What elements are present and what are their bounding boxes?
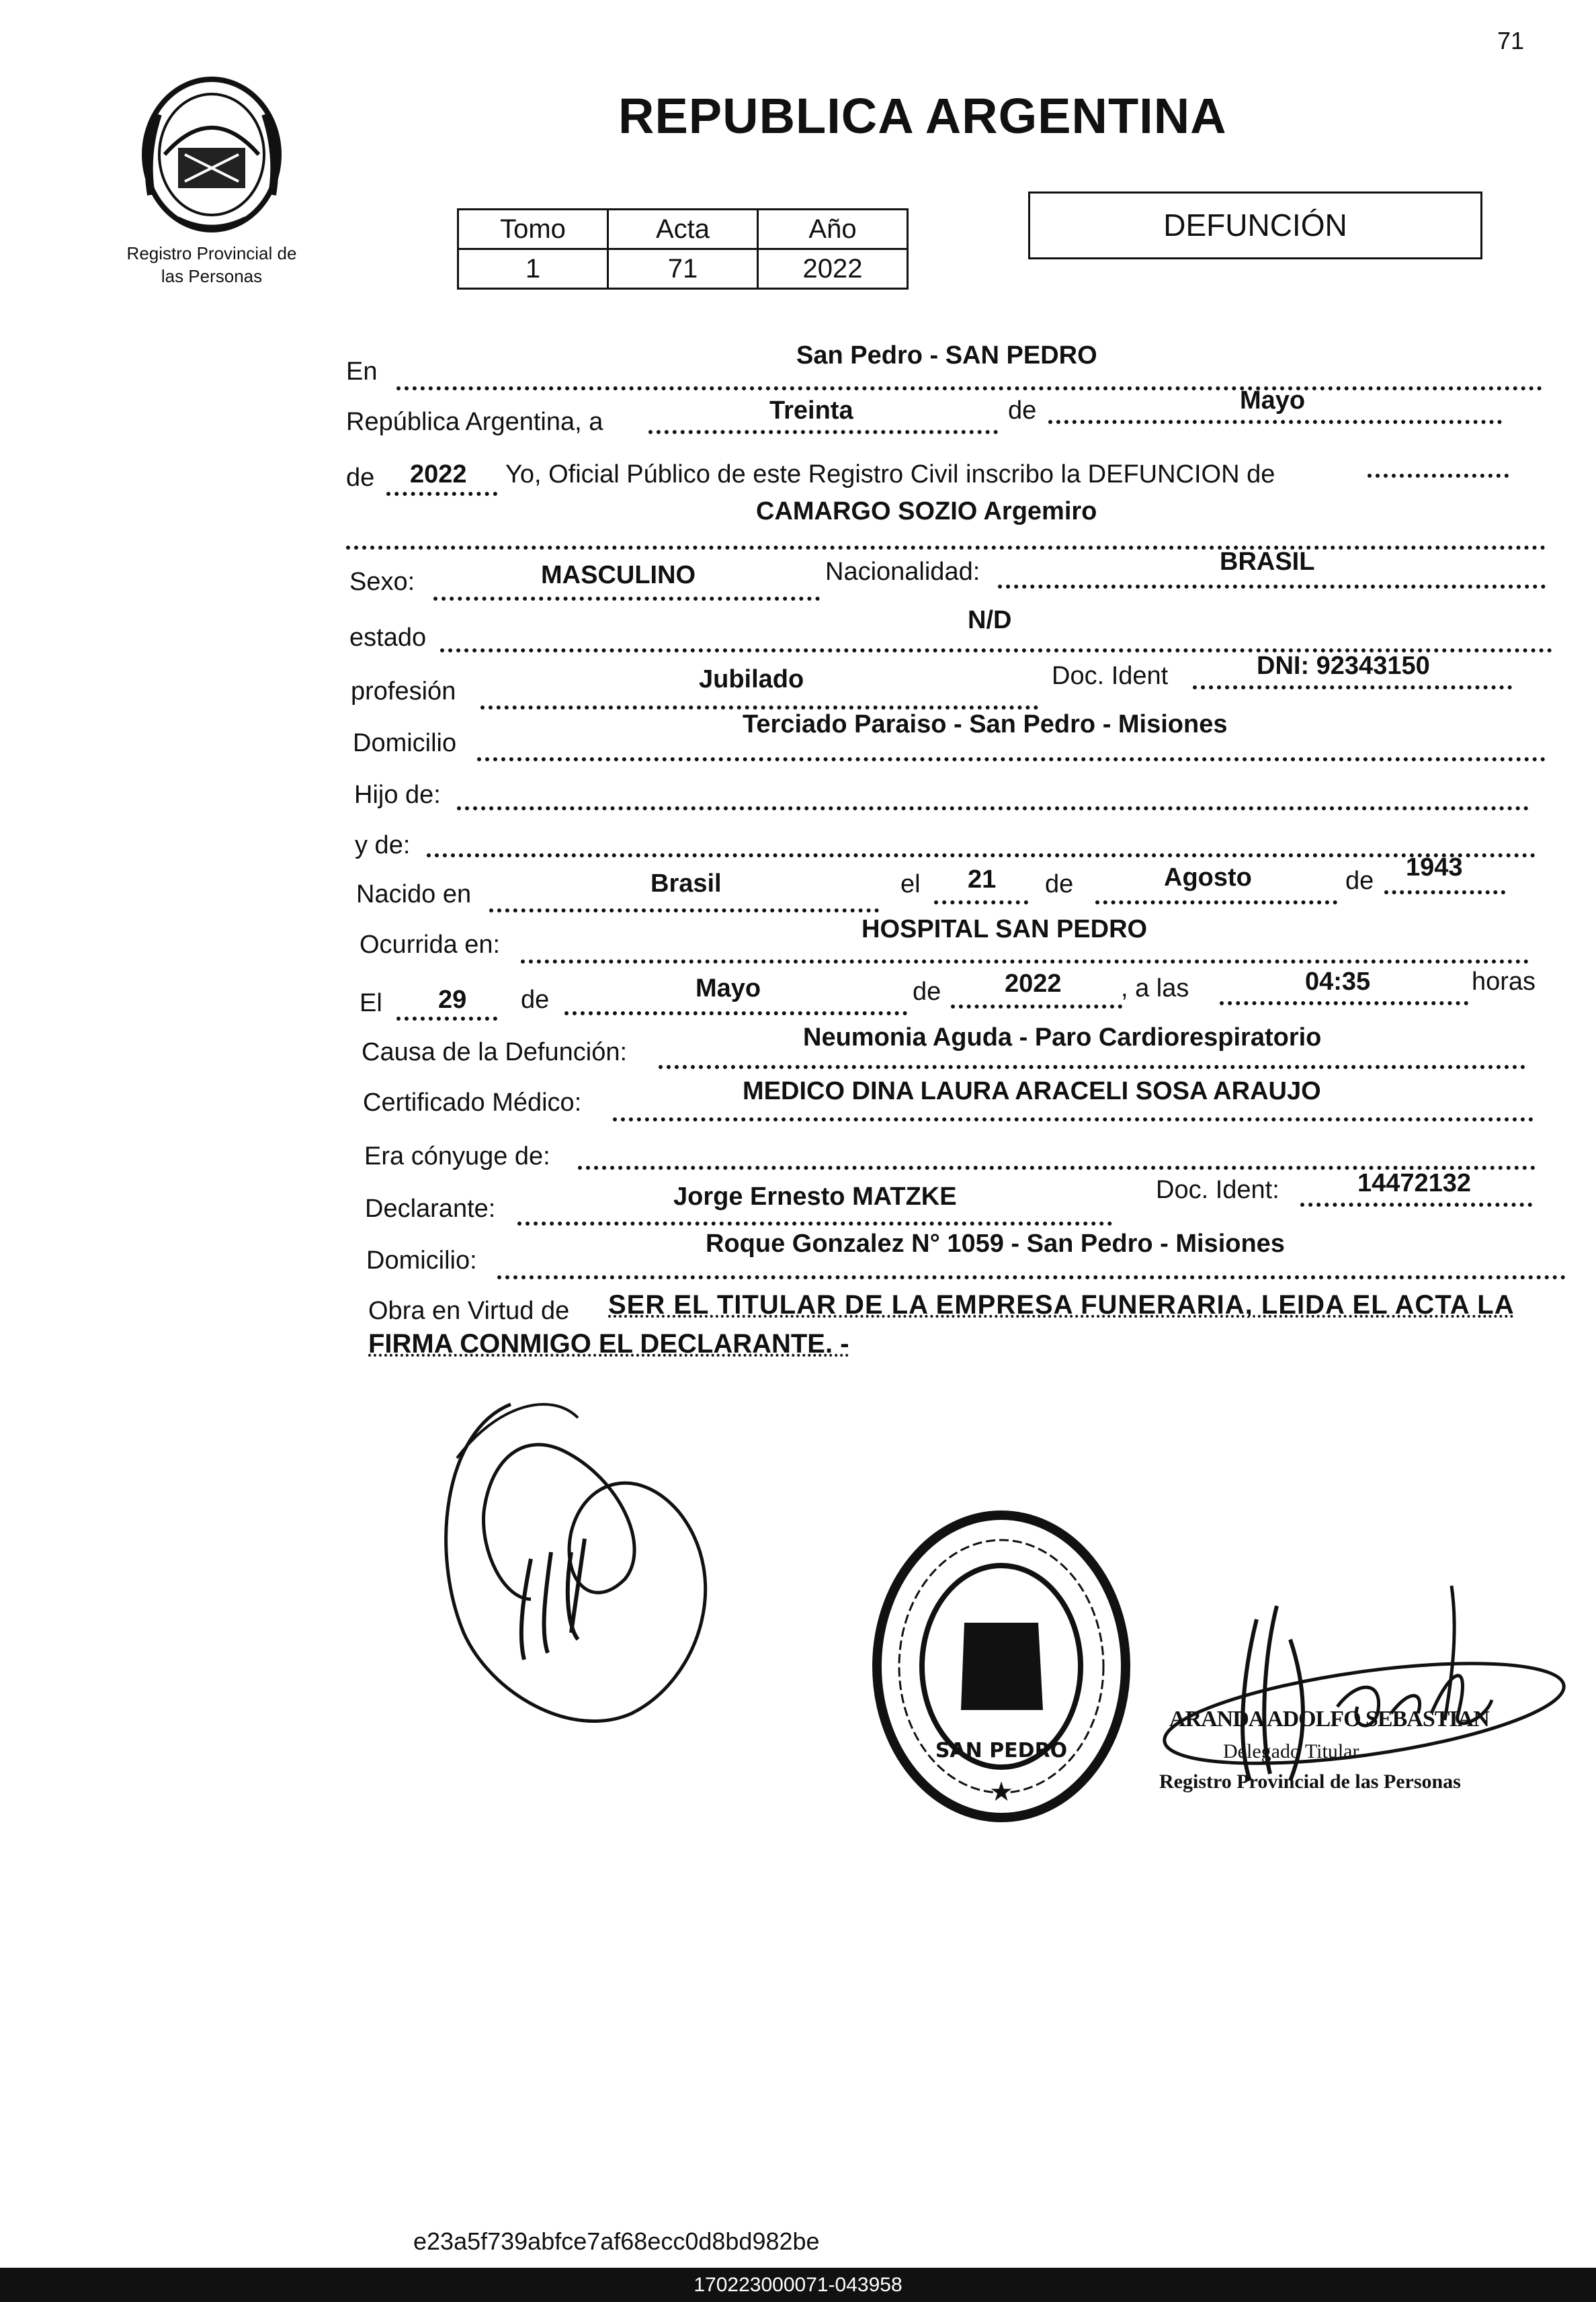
dotted-line [1384,890,1505,894]
dotted-line [346,546,1546,550]
logo-caption-line2: las Personas [161,266,263,286]
row-nacimiento [0,853,1596,914]
record-type-box: DEFUNCIÓN [1028,191,1482,259]
dotted-line [1048,420,1502,424]
label-nacido-en: Nacido en [356,880,472,908]
label-declarante: Declarante: [365,1195,496,1223]
dotted-line [427,853,1536,857]
label-doc-ident2: Doc. Ident: [1156,1176,1279,1204]
row-nombre [0,497,1596,538]
value-nac-anio: 1943 [1406,853,1463,882]
row-estado [0,606,1596,652]
dotted-line [396,1017,497,1021]
row-obra [0,1290,1596,1371]
value-estado: N/D [968,606,1012,634]
dotted-line [648,430,998,434]
official-seal [867,1505,1136,1828]
label-a-las: , a las [1121,974,1189,1003]
label-de: de [521,986,550,1014]
signatory-name: ARANDA ADOLFO SEBASTIAN [1169,1707,1489,1732]
label-de: de [1345,867,1374,895]
value-obra-line1: SER EL TITULAR DE LA EMPRESA FUNERARIA, LEIDA EL ACTA LA [608,1290,1515,1320]
dotted-line [1193,685,1512,689]
dotted-line [1368,474,1509,478]
row-conyuge [0,1139,1596,1179]
dotted-line [517,1222,1112,1226]
provincial-coat-of-arms-logo [138,74,286,235]
dotted-line [497,1275,1566,1279]
table-cell: 71 [608,249,758,289]
dotted-line [998,585,1546,589]
value-nacido-en: Brasil [650,869,722,898]
dotted-line [564,1011,907,1015]
value-dia-letras: Treinta [769,396,853,425]
label-causa: Causa de la Defunción: [362,1038,628,1066]
label-en: En [346,357,378,386]
value-def-hora: 04:35 [1305,968,1371,996]
dotted-line [1220,1001,1468,1005]
value-domicilio: Terciado Paraiso - San Pedro - Misiones [743,710,1228,738]
page-number: 71 [1497,27,1525,54]
dotted-line [480,706,1038,710]
value-def-mes: Mayo [696,974,761,1003]
svg-text:SAN PEDRO: SAN PEDRO [935,1739,1068,1762]
dotted-line [659,1065,1525,1069]
dotted-line [433,597,820,601]
label-horas: horas [1472,968,1536,996]
dotted-line [934,900,1028,904]
label-de: de [1008,396,1037,425]
table-header-cell: Año [758,210,908,249]
dotted-line [477,757,1546,761]
value-profesion: Jubilado [699,665,804,693]
label-y-de: y de: [355,831,411,859]
table-header-row [458,210,908,249]
label-doc-ident: Doc. Ident [1052,662,1169,690]
dotted-line [457,806,1529,810]
row-lugar [0,341,1596,390]
label-ocurrida-en: Ocurrida en: [360,931,501,959]
label-obra: Obra en Virtud de [368,1297,570,1325]
dotted-line [386,492,497,496]
value-nombre: CAMARGO SOZIO Argemiro [756,497,1097,525]
value-declarante: Jorge Ernesto MATZKE [673,1183,957,1211]
row-fecha-defuncion [0,968,1596,1018]
dotted-line [951,1005,1122,1009]
dotted-line [489,908,879,912]
value-nac-dia: 21 [968,865,997,894]
footer-code-bar: 170223000071-043958 [0,2268,1596,2302]
svg-text:★: ★ [989,1777,1013,1807]
value-sexo: MASCULINO [541,561,696,589]
label-el: el [900,870,921,898]
row-domicilio-declarante [0,1230,1596,1283]
label-profesion: profesión [351,677,456,706]
value-nac-mes: Agosto [1164,863,1252,892]
value-lugar: San Pedro - SAN PEDRO [796,341,1097,370]
signatory-organization: Registro Provincial de las Personas [1159,1771,1461,1793]
table-cell: 1 [458,249,608,289]
value-obra-line2: FIRMA CONMIGO EL DECLARANTE. - [368,1329,849,1359]
value-certificado: MEDICO DINA LAURA ARACELI SOSA ARAUJO [743,1077,1321,1105]
label-domicilio2: Domicilio: [366,1246,477,1275]
value-mes: Mayo [1240,386,1306,415]
row-causa [0,1023,1596,1072]
signatory-role: Delegado Titular [1223,1740,1359,1762]
label-de: de [913,978,941,1006]
row-declarante [0,1169,1596,1230]
logo-caption [101,242,323,288]
dotted-line [613,1117,1534,1121]
row-fecha [0,386,1596,440]
dotted-line [521,960,1529,964]
value-def-anio: 2022 [1005,970,1062,998]
label-de: de [1045,870,1074,898]
value-def-dia: 29 [438,986,467,1014]
value-causa: Neumonia Aguda - Paro Cardiorespiratorio [803,1023,1322,1052]
record-reference-table [457,208,909,290]
row-sexo [0,548,1596,596]
label-yo: Yo, Oficial Público de este Registro Civil inscribo la DEFUNCION de [505,460,1275,488]
row-inscripcion [0,450,1596,491]
label-republica: República Argentina, a [346,408,603,436]
label-conyuge: Era cónyuge de: [364,1142,550,1170]
label-el-cap: El [360,989,382,1017]
document-title: REPUBLICA ARGENTINA [618,88,1227,144]
row-certificado [0,1077,1596,1125]
label-domicilio: Domicilio [353,729,457,757]
table-row [458,249,908,289]
value-anio: 2022 [410,460,467,488]
row-y-de [0,823,1596,863]
label-nacionalidad: Nacionalidad: [825,558,980,586]
dotted-line [396,386,1542,390]
row-ocurrida [0,915,1596,968]
dotted-line [1300,1203,1532,1207]
dotted-line [1095,900,1337,904]
value-declarante-doc: 14472132 [1357,1169,1472,1197]
value-nacionalidad: BRASIL [1220,548,1315,576]
label-estado: estado [349,624,427,652]
value-declarante-domicilio: Roque Gonzalez N° 1059 - San Pedro - Misiones [706,1230,1285,1258]
row-profesion [0,652,1596,706]
value-ocurrida-en: HOSPITAL SAN PEDRO [862,915,1148,943]
logo-caption-line1: Registro Provincial de [126,243,297,263]
table-cell: 2022 [758,249,908,289]
declarant-signature [417,1377,793,1754]
document-hash: e23a5f739abfce7af68ecc0d8bd982be [413,2227,820,2255]
row-hijo-de [0,769,1596,810]
value-dni: DNI: 92343150 [1257,652,1430,680]
row-domicilio [0,710,1596,757]
label-hijo-de: Hijo de: [354,781,441,809]
table-header-cell: Tomo [458,210,608,249]
table-header-cell: Acta [608,210,758,249]
label-certificado: Certificado Médico: [363,1089,582,1117]
label-de: de [346,464,375,492]
label-sexo: Sexo: [349,568,415,596]
